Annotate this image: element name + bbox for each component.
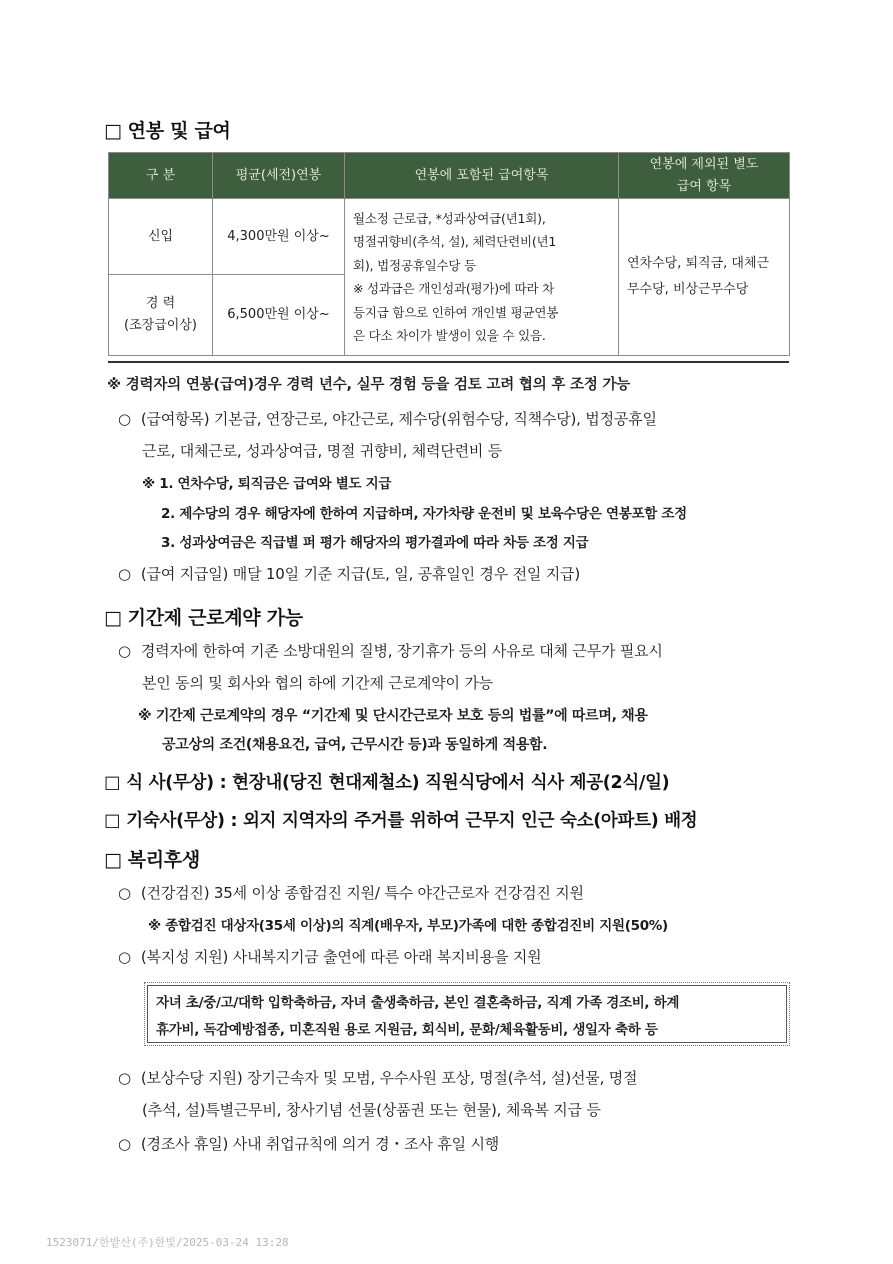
leave-text: (경조사 휴일) 사내 취업규칙에 의거 경・조사 휴일 시행: [140, 1135, 500, 1153]
reward-text1: (보상수당 지원) 장기근속자 및 모범, 우수사원 포상, 명절(추석, 설)선물, 명절: [140, 1069, 638, 1087]
checkbox-square-icon: □: [104, 607, 122, 629]
row-career-salary: 6,500만원 이상~: [213, 275, 345, 356]
pay-items-line1: [118, 408, 657, 429]
section-welfare-label: 복리후생: [127, 849, 200, 871]
section-salary-title: [104, 116, 231, 143]
row-career-category: [109, 275, 213, 356]
career-note: ※ 경력자의 연봉(급여)경우 경력 년수, 실무 경험 등을 검토 고려 협의 후 조정 가능: [107, 377, 631, 393]
header-avg-salary: 평균(세전)연봉: [213, 153, 345, 199]
excluded-items-cell: [619, 199, 790, 356]
header-included-items: 연봉에 포함된 급여항목: [345, 153, 619, 199]
circle-bullet-icon: ○: [118, 948, 131, 966]
section-dorm-title: [104, 807, 697, 832]
health-note: ※ 종합검진 대상자(35세 이상)의 직계(배우자, 부모)가족에 대한 종합검진비 지원(50%): [148, 918, 668, 934]
checkbox-square-icon: □: [104, 849, 122, 871]
section-contract-label: 기간제 근로계약 가능: [127, 607, 303, 629]
section-contract-title: [104, 603, 303, 630]
reward-line2: (추석, 설)특별근무비, 창사기념 선물(상품권 또는 현물), 체육복 지급 등: [142, 1101, 601, 1119]
included-line: 월소정 근로급, *성과상여급(년1회),: [353, 210, 546, 226]
contract-text1: 경력자에 한하여 기존 소방대원의 질병, 장기휴가 등의 사유로 대체 근무가 필요시: [140, 642, 663, 660]
pay-items-note1: ※ 1. 연차수당, 퇴직금은 급여와 별도 지급: [142, 476, 392, 492]
pay-day-line: [118, 563, 580, 584]
circle-bullet-icon: ○: [118, 1135, 131, 1153]
health-text: (건강검진) 35세 이상 종합검진 지원/ 특수 야간근로자 건강검진 지원: [140, 884, 584, 902]
included-line: 회), 법정공휴일수당 등: [353, 257, 476, 273]
welfare-box-line1: 자녀 초/중/고/대학 입학축하금, 자녀 출생축하금, 본인 결혼축하금, 직계 가족 경조비, 하계: [156, 995, 680, 1011]
circle-bullet-icon: ○: [118, 1069, 131, 1087]
section-salary-label: 연봉 및 급여: [127, 120, 231, 142]
contract-note2: 공고상의 조건(채용요건, 급여, 근무시간 등)과 동일하게 적용함.: [162, 737, 548, 753]
career-category-line1: 경 력: [145, 296, 176, 311]
contract-note1: ※ 기간제 근로계약의 경우 “기간제 및 단시간근로자 보호 등의 법률”에 따르며, 채용: [138, 708, 648, 724]
included-line: ※ 성과급은 개인성과(평가)에 따라 차: [353, 281, 554, 296]
welfare-benefits-box: [147, 985, 787, 1043]
row-new-salary: 4,300만원 이상~: [213, 199, 345, 275]
included-line: 명절귀향비(추석, 설), 체력단련비(년1: [353, 234, 557, 249]
salary-table-header-row: [109, 153, 790, 199]
table-bottom-rule: [108, 361, 789, 363]
pay-items-note2: 2. 제수당의 경우 해당자에 한하여 지급하며, 자가차량 운전비 및 보육수당은 연봉포함 조정: [161, 506, 687, 522]
excluded-line: 무수당, 비상근무수당: [627, 282, 749, 297]
included-line: 등지급 함으로 인하여 개인별 평균연봉: [353, 304, 559, 320]
pay-day-text: (급여 지급일) 매달 10일 기준 지급(토, 일, 공휴일인 경우 전일 지급): [140, 565, 580, 583]
circle-bullet-icon: ○: [118, 642, 131, 660]
contract-line1: [118, 640, 663, 661]
footer-stamp: 1523071/한밭산(주)한빛/2025-03-24 13:28: [46, 1236, 289, 1249]
pay-items-line2: 근로, 대체근로, 성과상여급, 명절 귀향비, 체력단련비 등: [142, 442, 503, 460]
welfare-box-line2: 휴가비, 독감예방접종, 미혼직원 용로 지원금, 회식비, 문화/체육활동비, 생일자 축하 등: [156, 1022, 658, 1038]
included-line: 은 다소 차이가 발생이 있을 수 있음.: [353, 328, 546, 343]
health-line: [118, 882, 584, 903]
header-category: 구 분: [109, 153, 213, 199]
contract-line2: 본인 동의 및 회사와 협의 하에 기간제 근로계약이 가능: [142, 674, 493, 692]
circle-bullet-icon: ○: [118, 884, 131, 902]
pay-items-text1: (급여항목) 기본급, 연장근로, 야간근로, 제수당(위험수당, 직책수당), 법정공휴일: [140, 410, 657, 428]
career-category-line2: (조장급이상): [124, 318, 197, 333]
included-items-cell: [345, 199, 619, 356]
support-text: (복지성 지원) 사내복지기금 출연에 따른 아래 복지비용을 지원: [140, 948, 542, 966]
leave-line: [118, 1133, 499, 1154]
header-excluded-items: [619, 153, 790, 199]
pay-items-note3: 3. 성과상여금은 직급별 퍼 평가 해당자의 평가결과에 따라 차등 조정 지급: [161, 535, 589, 551]
section-meals-label: 식 사(무상) : 현장내(당진 현대제철소) 직원식당에서 식사 제공(2식/일): [126, 773, 670, 793]
section-welfare-title: [104, 845, 200, 872]
salary-table: [108, 152, 790, 356]
section-meals-title: [104, 769, 669, 794]
header-excluded-line1: 연봉에 제외된 별도: [649, 156, 759, 172]
excluded-line: 연차수당, 퇴직금, 대체근: [627, 256, 770, 271]
reward-line1: [118, 1067, 637, 1088]
circle-bullet-icon: ○: [118, 410, 131, 428]
checkbox-square-icon: □: [104, 773, 121, 793]
circle-bullet-icon: ○: [118, 565, 131, 583]
checkbox-square-icon: □: [104, 811, 121, 831]
support-line: [118, 946, 541, 967]
section-dorm-label: 기숙사(무상) : 외지 지역자의 주거를 위하여 근무지 인근 숙소(아파트) 배정: [126, 811, 698, 831]
row-new-category: 신입: [109, 199, 213, 275]
checkbox-square-icon: □: [104, 120, 122, 142]
header-excluded-line2: 급여 항목: [676, 178, 732, 194]
table-row: [109, 199, 790, 275]
